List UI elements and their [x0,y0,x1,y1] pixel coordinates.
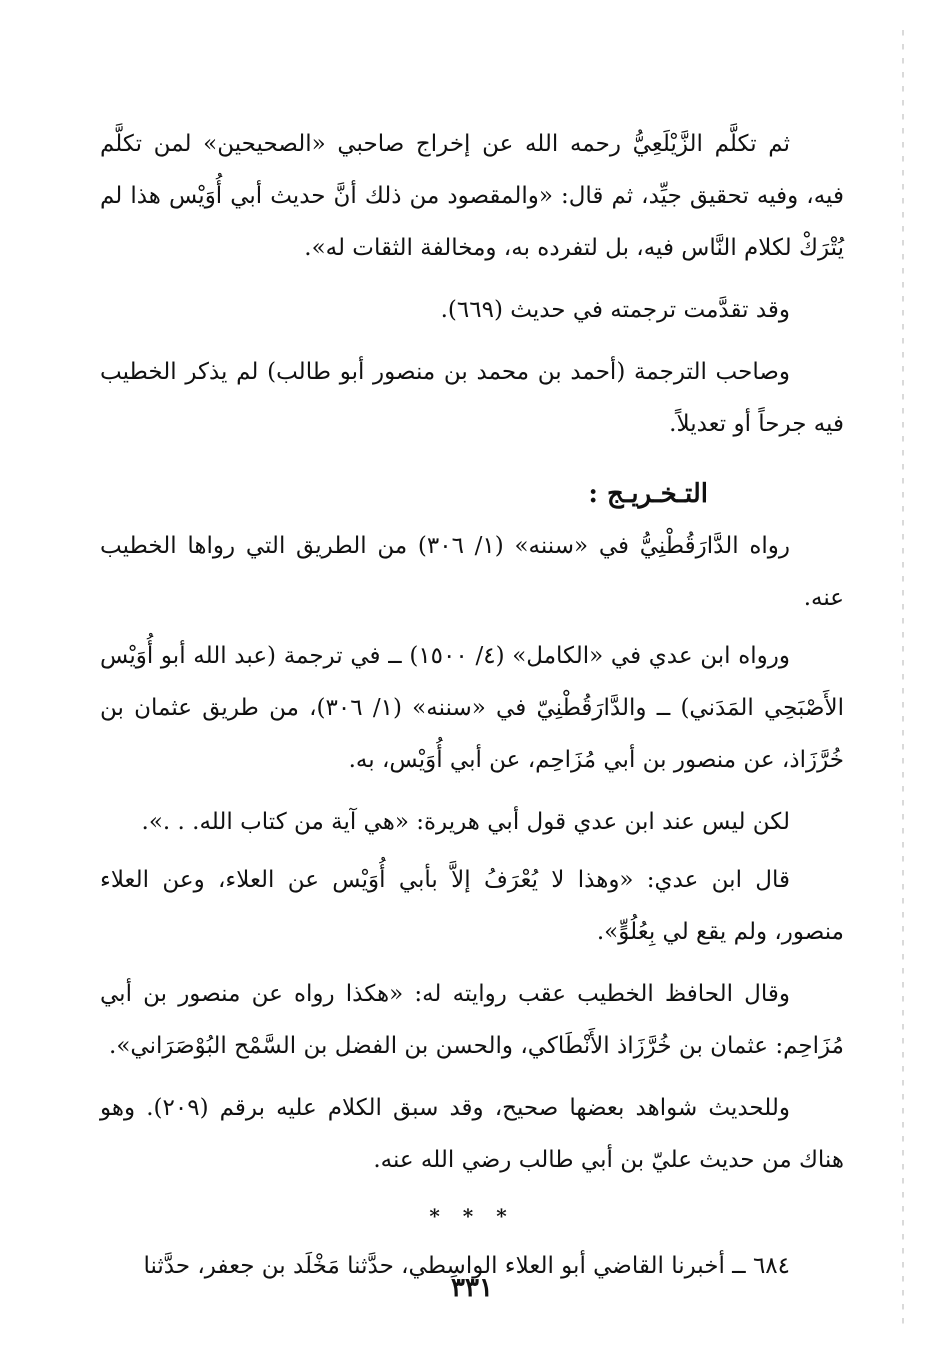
paragraph-daraqutni: رواه الدَّارَقُطْنِيُّ في «سننه» (١/ ٣٠٦) من الطريق التي رواها الخطيب عنه. [100,533,844,611]
paragraph-ibn-adi-quote: قال ابن عدي: «وهذا لا يُعْرَفُ إلاَّ بأبي أُوَيْس عن العلاء، وعن العلاء منصور، ولم يقع لي بِعُلُوٍّ». [100,867,844,945]
section-heading-takhrij: التـخـريـج : [588,479,708,509]
paragraph-abu-hurayra-note: لكن ليس عند ابن عدي قول أبي هريرة: «هي آية من كتاب الله. . .». [141,809,790,835]
paragraph-shawahid: وللحديث شواهد بعضها صحيح، وقد سبق الكلام عليه برقم (٢٠٩). وهو هناك من حديث عليّ بن أبي طالب رضي الله عنه. [100,1095,844,1173]
paragraph-ibn-adi-kamil: ورواه ابن عدي في «الكامل» (٤/ ١٥٠٠) ــ في ترجمة (عبد الله أبو أُوَيْس الأَصْبَحِي المَدَني) ــ والدَّارَقُطْنِيّ في «سننه» (١/ ٣٠٦)، من طريق عثمان بن خُرَّزَاذ، عن منصور بن أبي مُزَاحِم، عن أبي أُوَيْس، به. [100,643,845,773]
paragraph-khatib-quote: وقال الحافظ الخطيب عقب روايته له: «هكذا رواه عن منصور بن أبي مُزَاحِم: عثمان بن خُرَّزَاذ الأَنْطَاكي، والحسن بن الفضل بن السَّمْح البُوْصَرَاني». [100,981,844,1059]
page-number: ٣٣١ [451,1273,493,1303]
page-edge-marks [902,30,904,1330]
paragraph-hadith-684: ٦٨٤ ــ أخبرنا القاضي أبو العلاء الواسِطي، حدَّثنا مَخْلَد بن جعفر، حدَّثنا [143,1253,790,1279]
paragraph-zaylai: ثم تكلَّم الزَّيْلَعِيُّ رحمه الله عن إخراج صاحبي «الصحيحين» لمن تكلَّم فيه، وفيه تحقيق جيِّد، ثم قال: «والمقصود من ذلك أنَّ حديث أبي أُوَيْس هذا لم يُتْرَكْ لكلام النَّاس فيه، بل لتفرده به، ومخالفة الثقات له». [100,131,844,261]
section-separator: * * * [429,1204,515,1228]
paragraph-previous-translation: وقد تقدَّمت ترجمته في حديث (٦٦٩). [440,297,790,323]
main-text [100,118,844,1302]
paragraph-subject-of-translation: وصاحب الترجمة (أحمد بن محمد بن منصور أبو طالب) لم يذكر الخطيب فيه جرحاً أو تعديلاً. [100,359,844,437]
